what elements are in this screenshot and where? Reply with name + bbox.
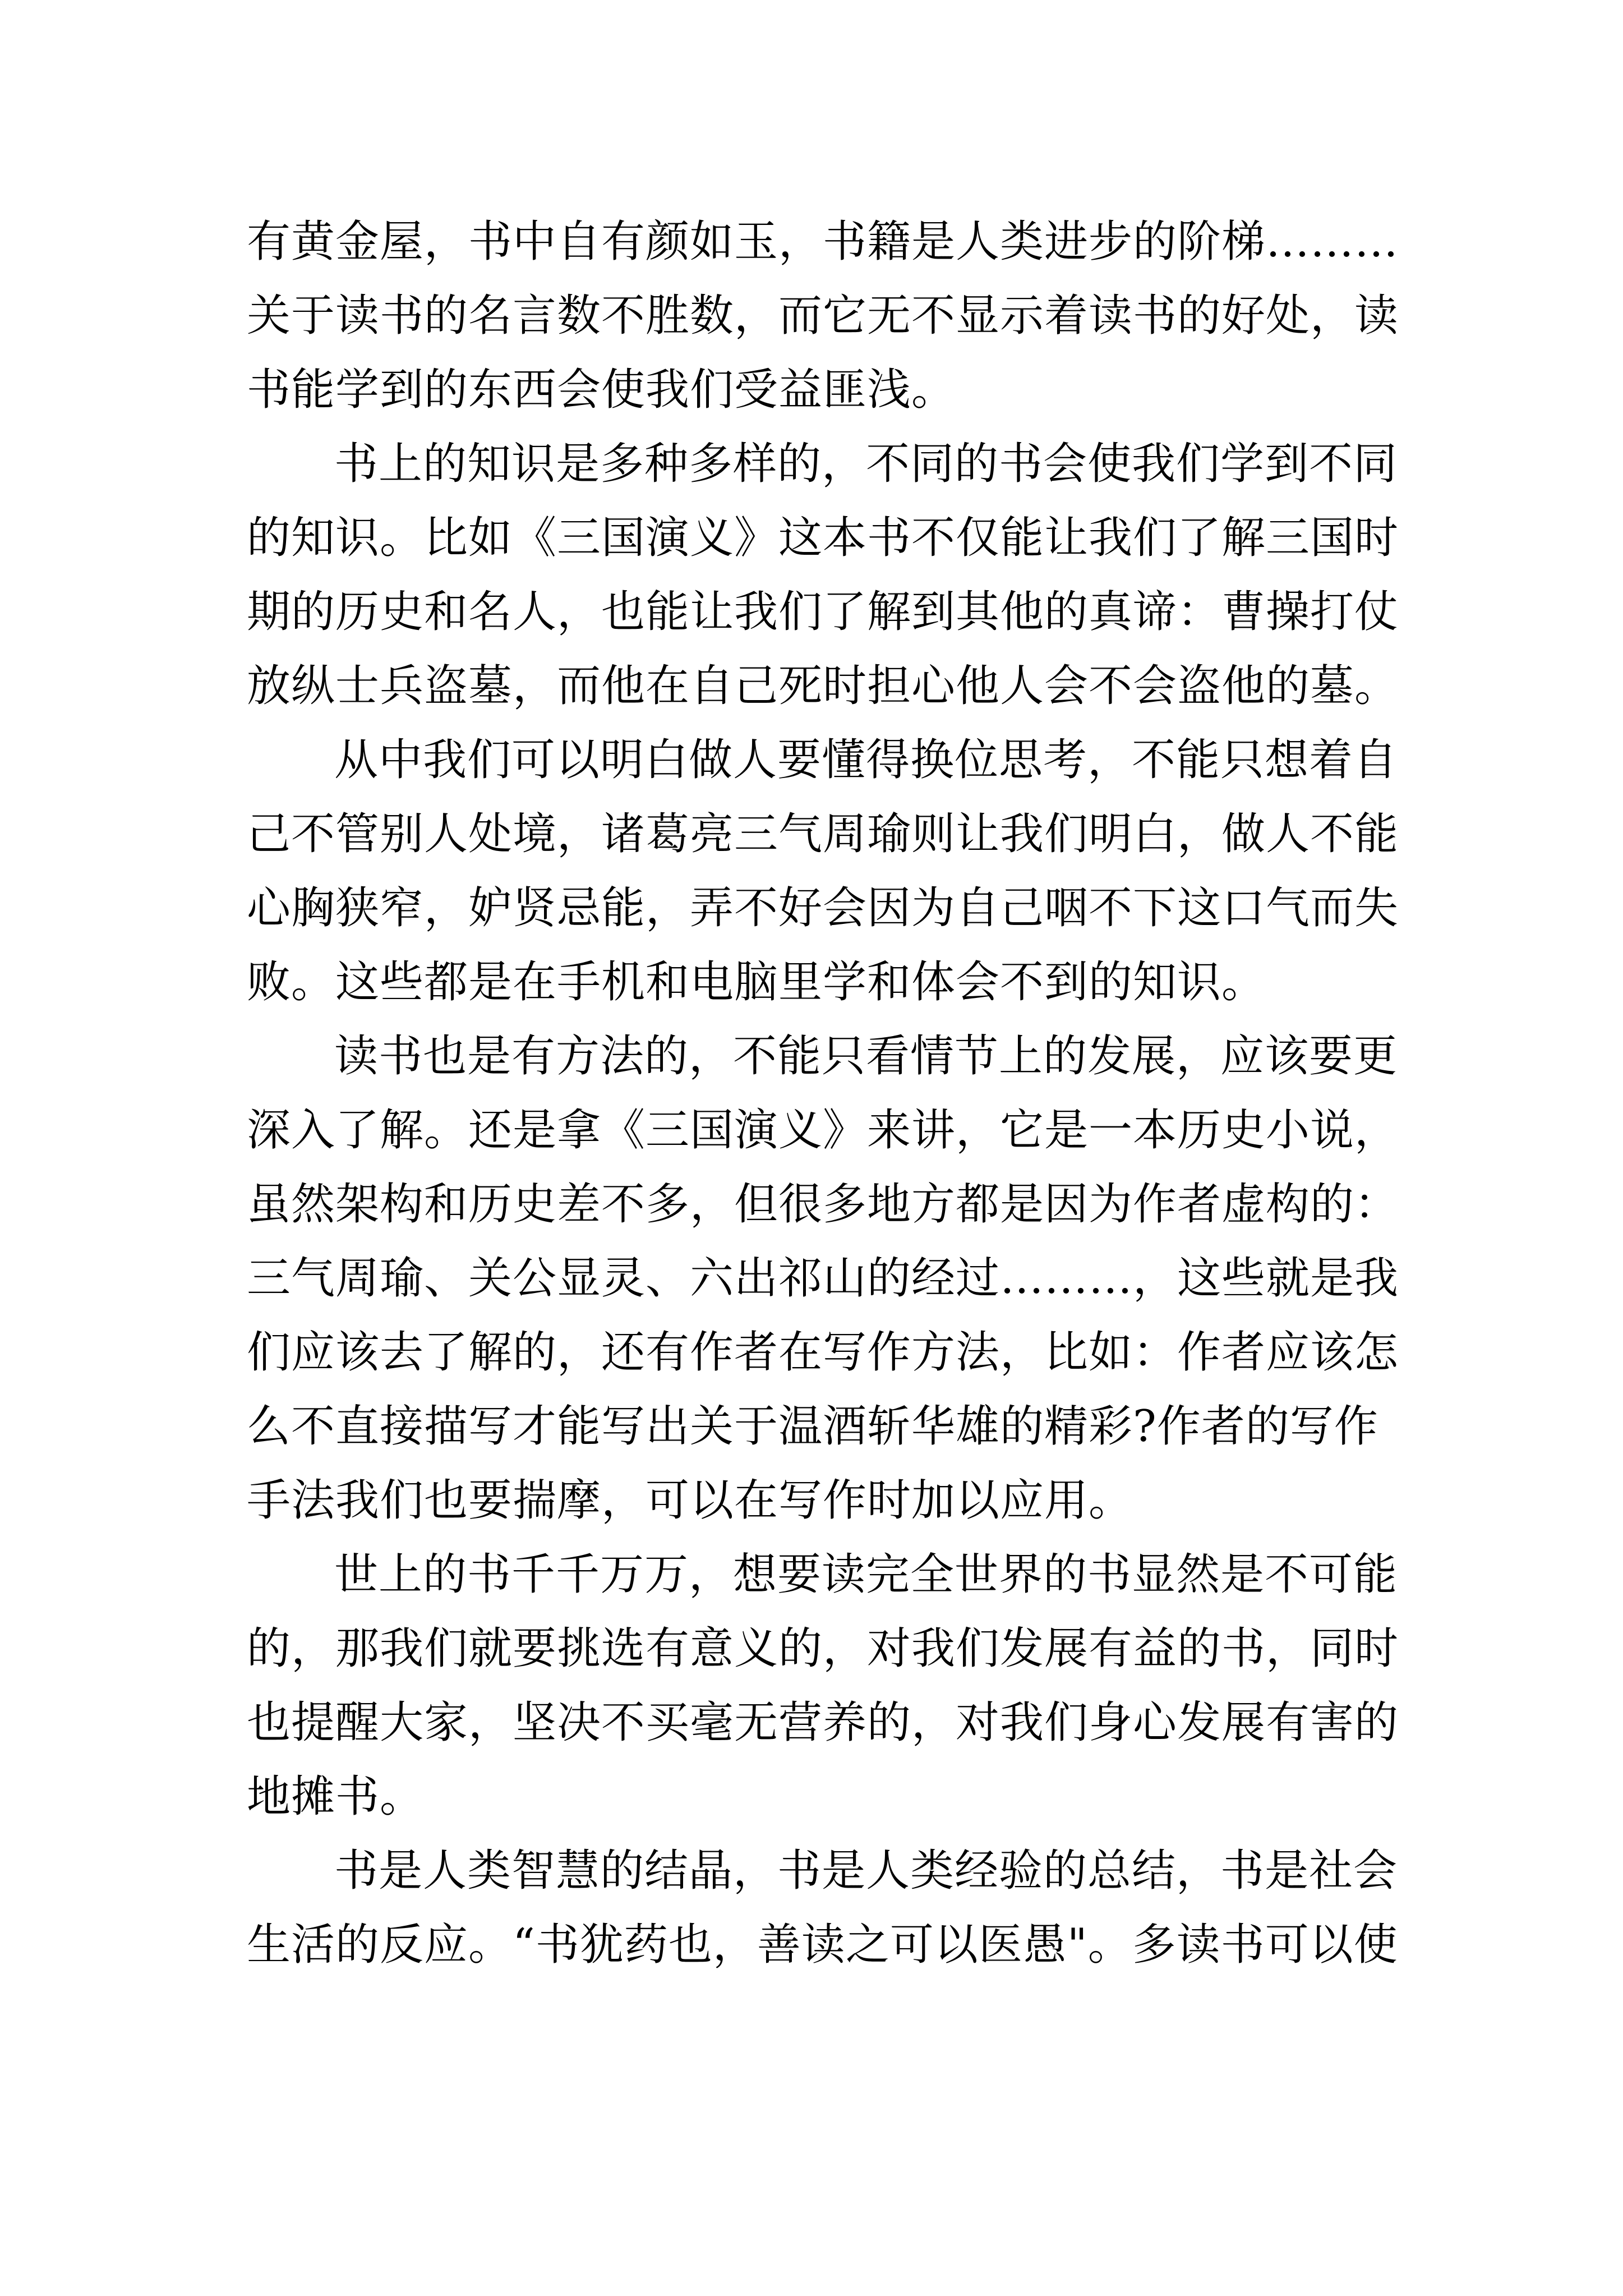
text-line: 己不管别人处境，诸葛亮三气周瑜则让我们明白，做人不能	[247, 809, 1399, 859]
text-line: 生活的反应。“书犹药也，善读之可以医愚"。多读书可以使	[247, 1920, 1398, 1970]
text-line: 期的历史和名人，也能让我们了解到其他的真谛：曹操打仗	[247, 587, 1399, 637]
paragraph-first-line: 书是人类智慧的结晶，书是人类经验的总结，书是社会	[334, 1846, 1398, 1896]
text-line: 的，那我们就要挑选有意义的，对我们发展有益的书，同时	[247, 1623, 1399, 1674]
text-line: 败。这些都是在手机和电脑里学和体会不到的知识。	[247, 957, 1266, 1007]
paragraph-first-line: 从中我们可以明白做人要懂得换位思考，不能只想着自	[334, 735, 1398, 785]
body-text	[247, 205, 1413, 1982]
text-line: 手法我们也要揣摩，可以在写作时加以应用。	[247, 1475, 1133, 1526]
paragraph-first-line: 书上的知识是多种多样的，不同的书会使我们学到不同	[334, 439, 1398, 489]
text-line: 也提醒大家，坚决不买毫无营养的，对我们身心发展有害的	[247, 1697, 1399, 1748]
text-line: 书能学到的东西会使我们受益匪浅。	[247, 365, 956, 415]
paragraph-first-line: 世上的书千千万万，想要读完全世界的书显然是不可能	[334, 1549, 1398, 1600]
text-line: 虽然架构和历史差不多，但很多地方都是因为作者虚构的：	[247, 1179, 1399, 1230]
text-line: 三气周瑜、关公显灵、六出祁山的经过………，这些就是我	[247, 1253, 1399, 1304]
paragraph-first-line: 读书也是有方法的，不能只看情节上的发展，应该要更	[334, 1031, 1398, 1082]
text-line: 地摊书。	[247, 1772, 425, 1822]
text-line: 心胸狭窄，妒贤忌能，弄不好会因为自己咽不下这口气而失	[247, 883, 1399, 933]
text-line: 么不直接描写才能写出关于温酒斩华雄的精彩?作者的写作	[247, 1401, 1378, 1452]
text-line: 关于读书的名言数不胜数，而它无不显示着读书的好处，读	[247, 291, 1399, 341]
text-line: 放纵士兵盗墓，而他在自己死时担心他人会不会盗他的墓。	[247, 661, 1399, 711]
text-line: 的知识。比如《三国演义》这本书不仅能让我们了解三国时	[247, 513, 1399, 563]
text-line: 们应该去了解的，还有作者在写作方法，比如：作者应该怎	[247, 1327, 1399, 1378]
text-line: 深入了解。还是拿《三国演义》来讲，它是一本历史小说，	[247, 1105, 1399, 1156]
text-line: 有黄金屋，书中自有颜如玉，书籍是人类进步的阶梯………	[247, 217, 1399, 267]
